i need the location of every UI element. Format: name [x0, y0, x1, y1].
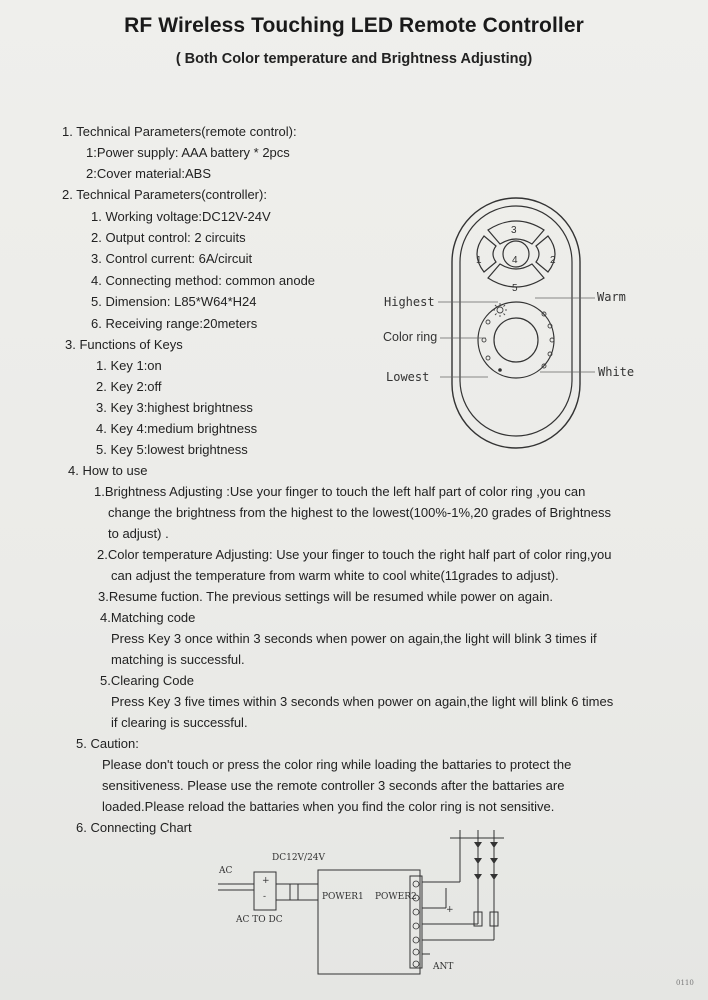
s4-line-9: matching is successful. [111, 652, 245, 667]
s3-item-1: 1. Key 1:on [96, 358, 162, 373]
s2-item-6: 6. Receiving range:20meters [91, 316, 258, 331]
highest-label: Highest [384, 295, 435, 309]
controller-box [318, 870, 420, 974]
s4-line-2: change the brightness from the highest to the lowest(100%-1%,20 grades of Brightness [108, 505, 611, 520]
s4-line-11: Press Key 3 five times within 3 seconds when power on again,the light will blink 6 times [111, 694, 614, 709]
s4-line-3: to adjust) . [108, 526, 169, 541]
s1-item-2: 2:Cover material:ABS [86, 166, 211, 181]
adapter-minus-label: - [263, 892, 267, 902]
key-4-label: 4 [512, 255, 518, 266]
footer-mark: 0110 [676, 979, 694, 987]
s2-item-4: 4. Connecting method: common anode [91, 273, 316, 288]
s4-line-1: 1.Brightness Adjusting :Use your finger to touch the left half part of color ring ,you can [94, 484, 586, 499]
wiring-diagram [210, 828, 510, 978]
power1-label: POWER1 [322, 892, 364, 902]
s4-line-12: if clearing is successful. [111, 715, 248, 730]
s3-item-5: 5. Key 5:lowest brightness [96, 442, 248, 457]
s2-item-2: 2. Output control: 2 circuits [91, 230, 246, 245]
white-label: White [598, 365, 635, 379]
adapter-plus-label: + [262, 876, 270, 886]
s4-line-7: 4.Matching code [100, 610, 196, 625]
page-subtitle: ( Both Color temperature and Brightness Adjusting) [175, 51, 533, 67]
s2-item-1: 1. Working voltage:DC12V-24V [91, 209, 271, 224]
s4-line-8: Press Key 3 once within 3 seconds when power on again,the light will blink 3 times if [111, 631, 597, 646]
section-2-heading: 2. Technical Parameters(controller): [62, 187, 267, 202]
s4-line-6: 3.Resume fuction. The previous settings will be resumed while power on again. [98, 589, 553, 604]
s1-item-1: 1:Power supply: AAA battery * 2pcs [86, 145, 290, 160]
section-1-heading: 1. Technical Parameters(remote control): [62, 124, 297, 139]
page-title: RF Wireless Touching LED Remote Controller [124, 14, 584, 37]
lowest-label: Lowest [386, 370, 430, 384]
dc-voltage-label: DC12V/24V [272, 853, 326, 863]
s5-line-2: sensitiveness. Please use the remote controller 3 seconds after the battaries are [102, 778, 565, 793]
ant-label: ANT [433, 962, 454, 972]
key-5-label: 5 [512, 283, 518, 294]
s4-line-4: 2.Color temperature Adjusting: Use your finger to touch the right half part of color ring,you [97, 547, 612, 562]
ac-label: AC [219, 866, 233, 876]
key-3-label: 3 [511, 225, 517, 236]
s3-item-2: 2. Key 2:off [96, 379, 162, 394]
key-2-label: 2 [550, 255, 556, 266]
color-ring-label: Color ring [383, 330, 438, 344]
s4-line-10: 5.Clearing Code [100, 673, 194, 688]
s2-item-3: 3. Control current: 6A/circuit [91, 251, 253, 266]
key-1-label: 1 [476, 255, 482, 266]
ac-to-dc-label: AC TO DC [236, 915, 283, 925]
section-3-heading: 3. Functions of Keys [65, 337, 183, 352]
section-6-heading: 6. Connecting Chart [76, 820, 192, 835]
output-plus-label: + [446, 905, 454, 915]
s3-item-3: 3. Key 3:highest brightness [96, 400, 253, 415]
power2-label: POWER2 [375, 892, 417, 902]
s4-line-5: can adjust the temperature from warm white to cool white(11grades to adjust). [111, 568, 559, 583]
section-5-heading: 5. Caution: [76, 736, 139, 751]
s5-line-3: loaded.Please reload the battaries when you find the color ring is not sensitive. [102, 799, 555, 814]
s3-item-4: 4. Key 4:medium brightness [96, 421, 258, 436]
s5-line-1: Please don't touch or press the color ring while loading the battaries to protect the [102, 757, 572, 772]
section-4-heading: 4. How to use [68, 463, 148, 478]
s2-item-5: 5. Dimension: L85*W64*H24 [91, 294, 257, 309]
warm-label: Warm [597, 290, 626, 304]
